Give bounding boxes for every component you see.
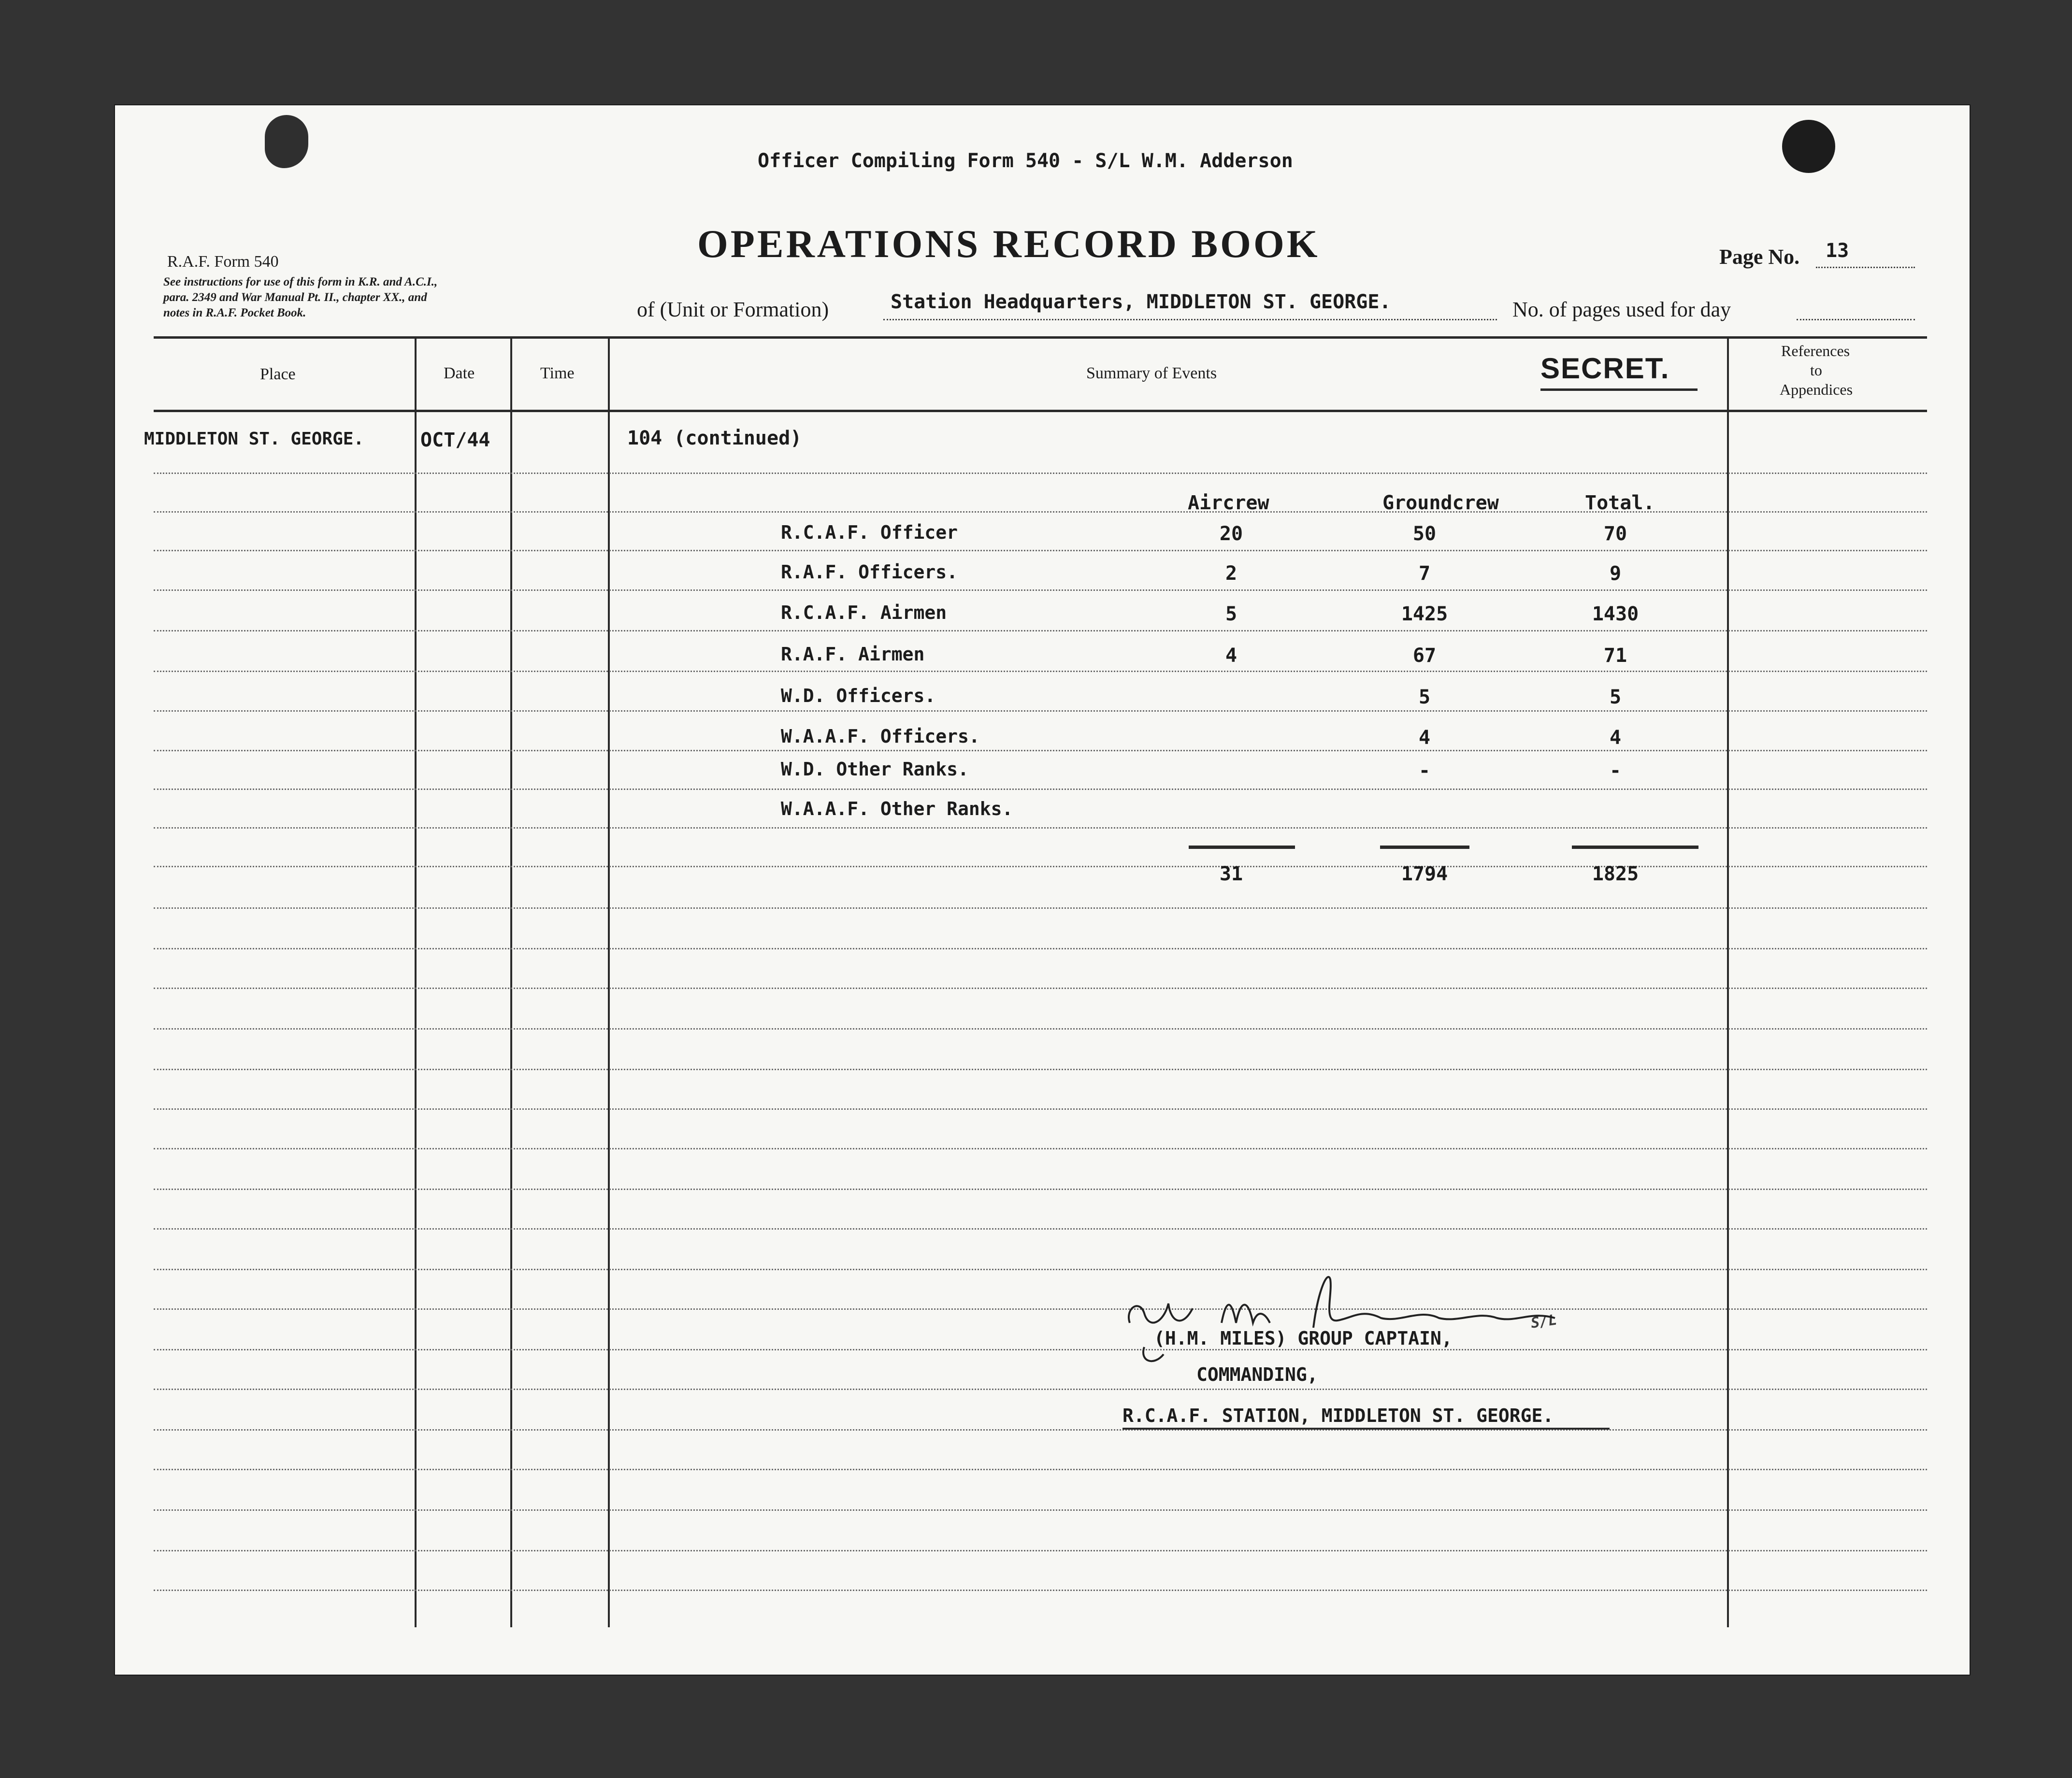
strength-row-label: W.D. Officers.	[781, 685, 936, 706]
column-header-references-1: References	[1781, 342, 1850, 359]
strength-cell-groundcrew: 67	[1412, 645, 1437, 667]
ruled-line	[154, 789, 1927, 790]
handwritten-signature	[1110, 1250, 1642, 1366]
form-id: R.A.F. Form 540	[167, 253, 279, 271]
ruled-line	[154, 589, 1927, 591]
total-rule-total	[1572, 846, 1698, 849]
strength-cell-groundcrew: 7	[1418, 562, 1431, 585]
strength-cell-groundcrew: -	[1418, 760, 1431, 782]
ruled-line	[154, 1269, 1927, 1270]
entry-place: MIDDLETON ST. GEORGE.	[144, 429, 364, 449]
ruled-line	[154, 827, 1927, 829]
strength-cell-total: 9	[1609, 562, 1622, 585]
pages-used-underline	[1797, 319, 1915, 320]
strength-cell-groundcrew: 4	[1418, 727, 1431, 749]
col-divider-place	[415, 336, 417, 1627]
ruled-line	[154, 866, 1927, 867]
total-aircrew: 31	[1219, 863, 1243, 885]
ruled-line	[154, 1228, 1927, 1230]
station-underline	[1122, 1428, 1610, 1430]
classification-underline	[1540, 388, 1698, 391]
ruled-line	[154, 473, 1927, 474]
strength-row-label: R.A.F. Officers.	[781, 561, 958, 583]
ruled-line	[154, 511, 1927, 513]
ruled-line	[154, 630, 1927, 631]
strength-row-label: R.C.A.F. Officer	[781, 522, 958, 543]
strength-row-label: W.A.A.F. Other Ranks.	[781, 798, 1013, 819]
ruled-line	[154, 1469, 1927, 1470]
strength-row-label: W.A.A.F. Officers.	[781, 726, 980, 747]
table-top-rule	[154, 336, 1927, 339]
strength-cell-total: 5	[1609, 686, 1622, 708]
ruled-line	[154, 1028, 1927, 1030]
strength-row-label: R.C.A.F. Airmen	[781, 602, 947, 623]
column-header-summary: Summary of Events	[1086, 364, 1217, 382]
total-overall: 1825	[1592, 863, 1639, 885]
ruled-line	[154, 1590, 1927, 1591]
total-rule-aircrew	[1189, 846, 1295, 849]
strength-cell-total: 71	[1603, 645, 1627, 667]
form-instruction-3: notes in R.A.F. Pocket Book.	[163, 306, 306, 319]
ruled-line	[154, 1308, 1927, 1310]
ruled-line	[154, 1389, 1927, 1390]
signatory-name: (H.M. MILES) GROUP CAPTAIN,	[1154, 1328, 1453, 1349]
ruled-line	[154, 1349, 1927, 1350]
entry-heading: 104 (continued)	[627, 427, 802, 449]
ruled-line	[154, 1429, 1927, 1431]
column-header-date: Date	[444, 364, 475, 382]
ruled-line	[154, 948, 1927, 949]
strength-cell-aircrew: 20	[1219, 523, 1243, 545]
ruled-line	[154, 1069, 1927, 1070]
pages-used-label: No. of pages used for day	[1512, 298, 1731, 321]
col-divider-summary	[1727, 336, 1729, 1627]
page-number-label: Page No.	[1719, 245, 1800, 269]
ruled-line	[154, 1189, 1927, 1190]
strength-header-total: Total.	[1585, 492, 1655, 514]
signatory-role: COMMANDING,	[1196, 1364, 1318, 1385]
ruled-line	[154, 907, 1927, 909]
ruled-line	[154, 550, 1927, 551]
table-header-rule	[154, 410, 1927, 412]
form-page	[115, 105, 1970, 1675]
strength-row-label: W.D. Other Ranks.	[781, 759, 969, 780]
strength-cell-groundcrew: 1425	[1401, 603, 1448, 625]
form-instruction-2: para. 2349 and War Manual Pt. II., chapter XX., and	[163, 291, 427, 304]
ruled-line	[154, 710, 1927, 712]
column-header-references-3: Appendices	[1780, 381, 1853, 398]
strength-cell-groundcrew: 50	[1412, 523, 1437, 545]
col-divider-time	[608, 336, 610, 1627]
strength-cell-aircrew: 5	[1225, 603, 1237, 625]
strength-header-aircrew: Aircrew	[1188, 492, 1269, 514]
ruled-line	[154, 1108, 1927, 1110]
column-header-time: Time	[540, 364, 575, 382]
ruled-line	[154, 750, 1927, 751]
strength-cell-groundcrew: 5	[1418, 686, 1431, 708]
ruled-line	[154, 1509, 1927, 1511]
strength-cell-total: -	[1609, 760, 1622, 782]
strength-cell-total: 70	[1603, 523, 1627, 545]
page-number-value: 13	[1826, 240, 1849, 262]
strength-row-label: R.A.F. Airmen	[781, 644, 925, 665]
strength-cell-total: 4	[1609, 727, 1622, 749]
entry-date: OCT/44	[420, 429, 490, 451]
total-rule-groundcrew	[1380, 846, 1469, 849]
form-instruction-1: See instructions for use of this form in K.R. and A.C.I.,	[163, 275, 438, 288]
ruled-line	[154, 988, 1927, 989]
strength-cell-aircrew: 4	[1225, 645, 1237, 667]
col-divider-date	[510, 336, 512, 1627]
punch-hole-right	[1782, 120, 1835, 173]
column-header-references-2: to	[1810, 361, 1822, 379]
ruled-line	[154, 1148, 1927, 1149]
strength-header-groundcrew: Groundcrew	[1382, 492, 1499, 514]
punch-hole-left	[265, 115, 308, 168]
signatory-station: R.C.A.F. STATION, MIDDLETON ST. GEORGE.	[1122, 1405, 1554, 1426]
strength-cell-total: 1430	[1592, 603, 1639, 625]
signature-annotation: S/L	[1529, 1311, 1558, 1332]
ruled-line	[154, 671, 1927, 672]
classification-stamp: SECRET.	[1540, 352, 1670, 385]
strength-cell-aircrew: 2	[1225, 562, 1237, 585]
page-number-underline	[1816, 267, 1915, 268]
total-groundcrew: 1794	[1401, 863, 1448, 885]
ruled-line	[154, 1550, 1927, 1551]
unit-underline	[883, 319, 1497, 320]
page-title: OPERATIONS RECORD BOOK	[697, 222, 1320, 266]
unit-label: of (Unit or Formation)	[637, 298, 829, 321]
compiler-line: Officer Compiling Form 540 - S/L W.M. Adderson	[758, 150, 1293, 172]
unit-value: Station Headquarters, MIDDLETON ST. GEORGE.	[891, 291, 1391, 313]
column-header-place: Place	[260, 365, 296, 383]
